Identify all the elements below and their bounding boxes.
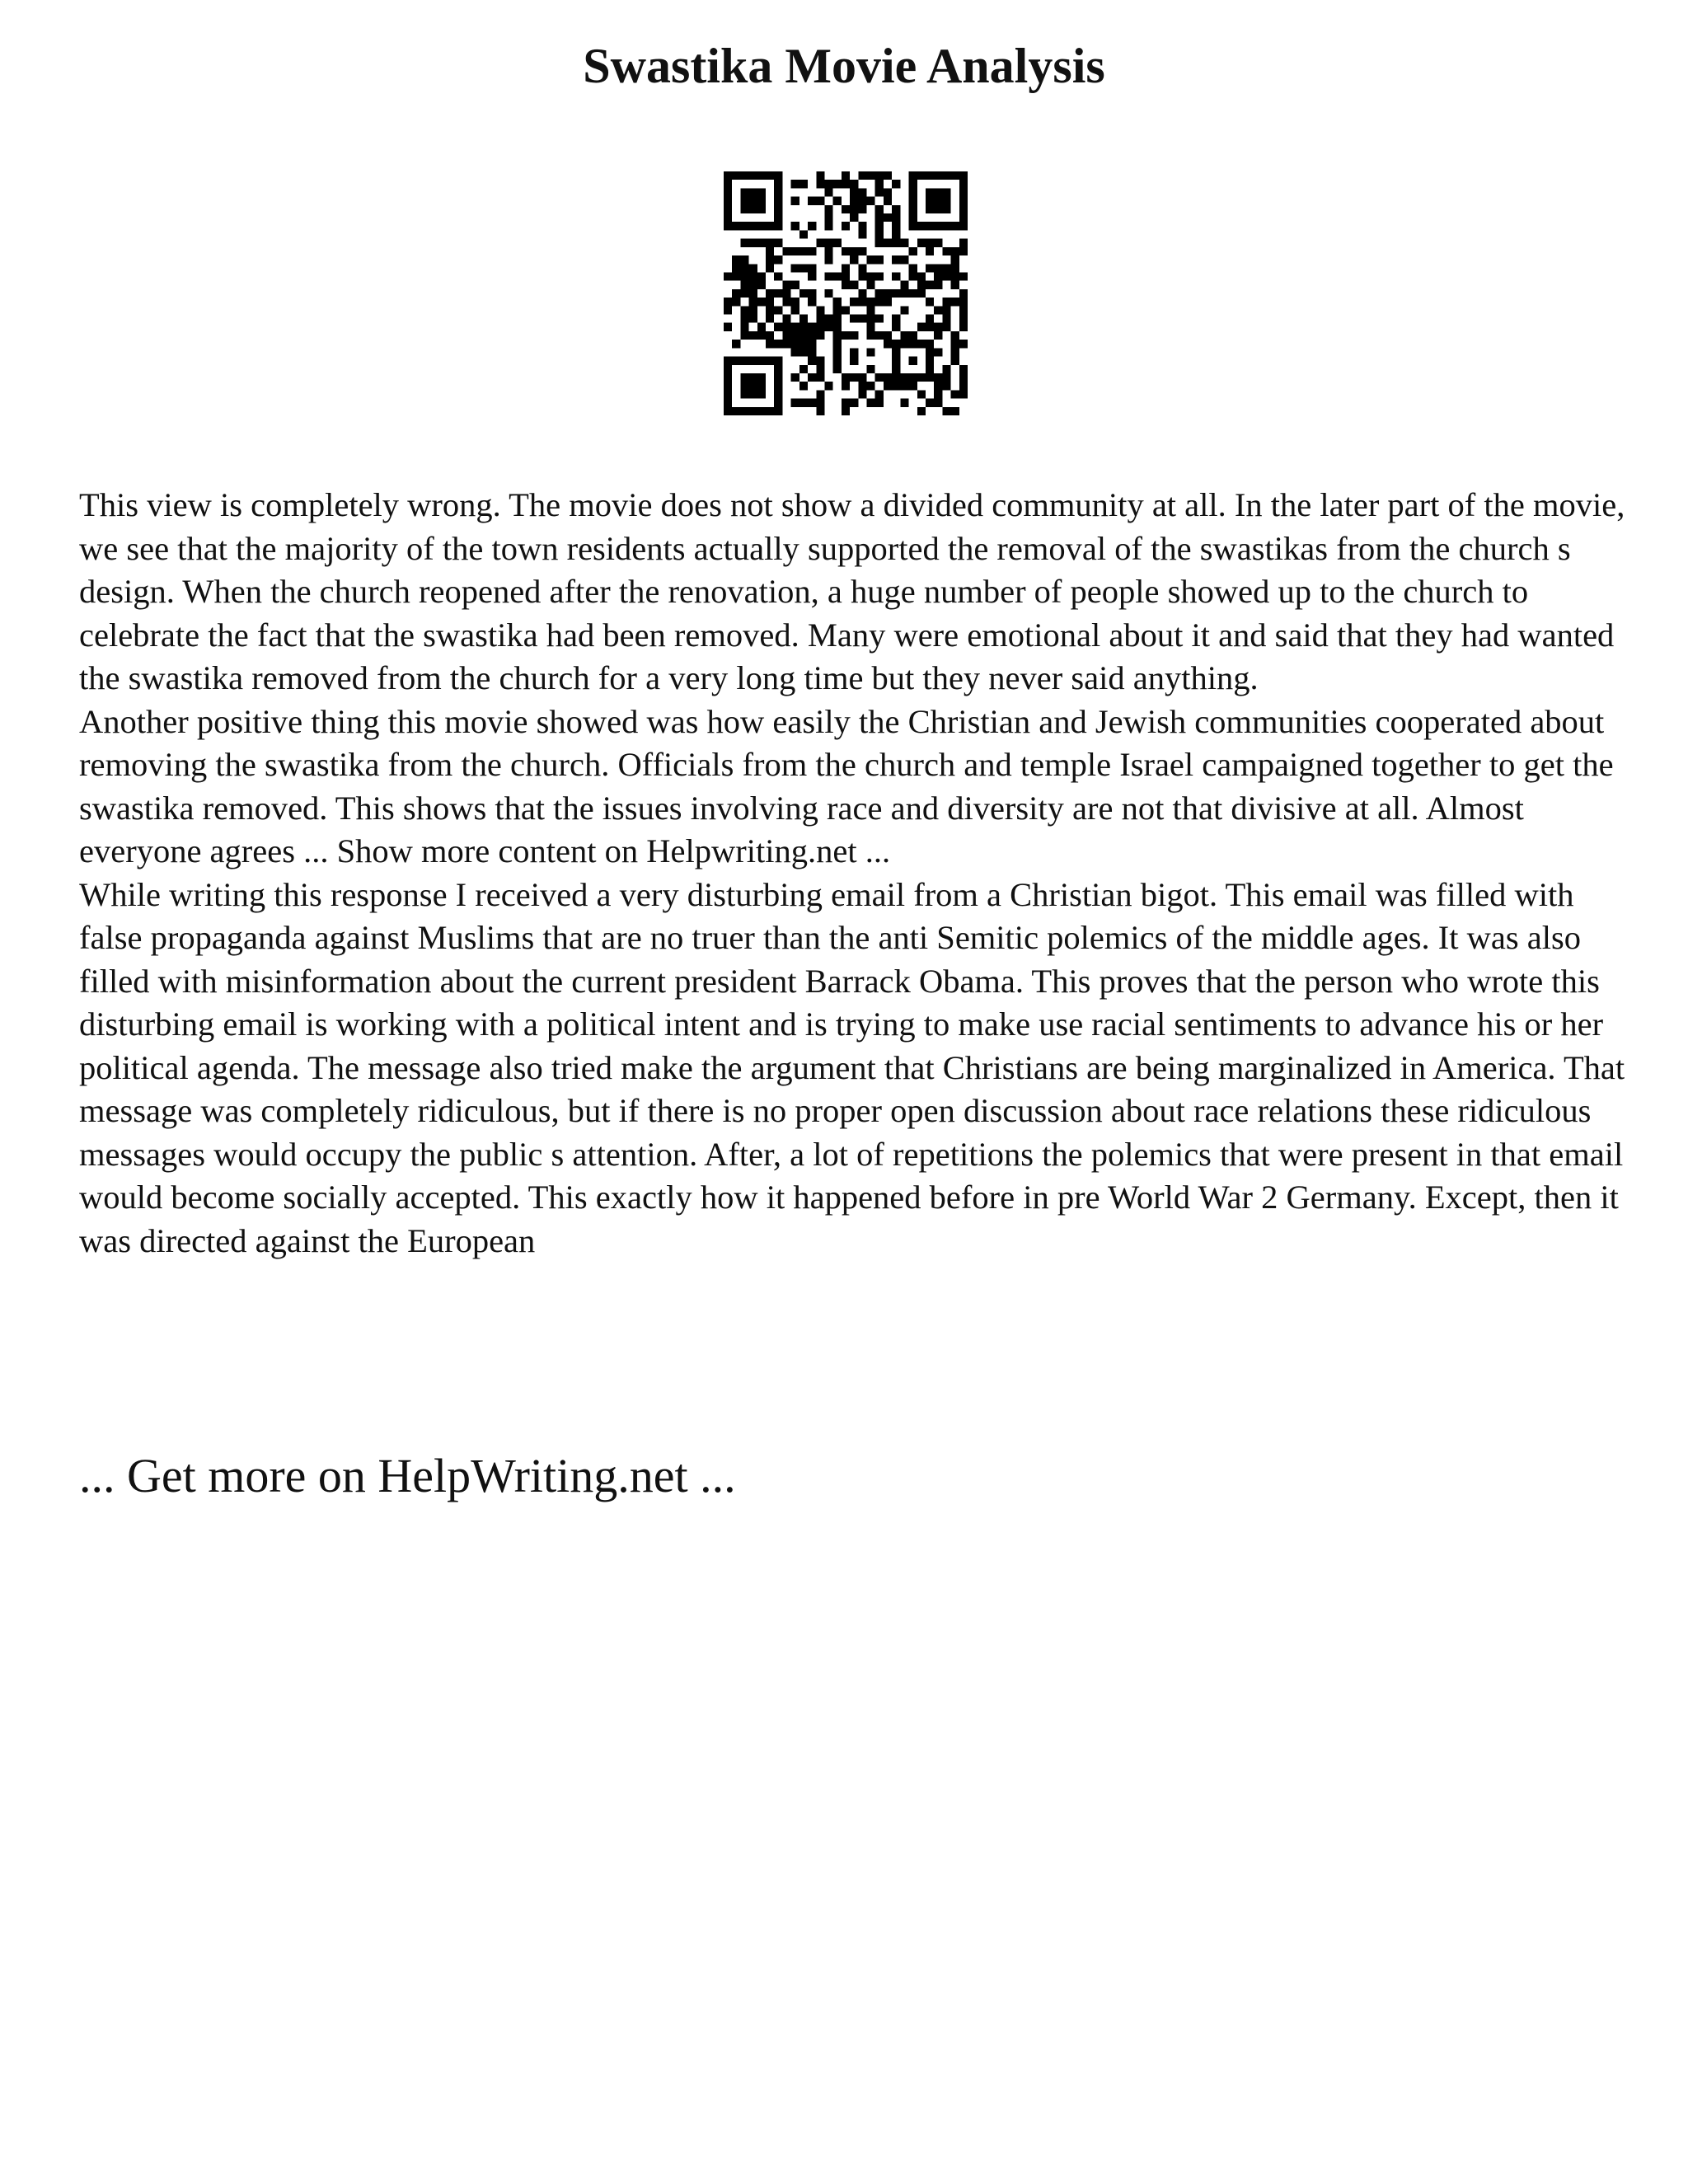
qr-code-icon xyxy=(724,171,968,415)
article-body xyxy=(79,484,1637,1263)
paragraph-1: This view is completely wrong. The movie does not show a divided community at all. In the later part of the movie, we see that the majority of the town residents actually supported the removal of the swastikas from the church s design. When the church reopened after the renovation, a huge number of people showed up to the church to celebrate the fact that the swastika had been removed. Many were emotional about it and said that they had wanted the swastika removed from the church for a very long time but they never said anything. xyxy=(79,486,1625,696)
paragraph-3: While writing this response I received a very disturbing email from a Christian bigot. This email was filled with false propaganda against Muslims that are no truer than the anti Semitic polemics of the middle ages. It was also filled with misinformation about the current president Barrack Obama. This proves that the person who wrote this disturbing email is working with a political intent and is trying to make use racial sentiments to advance his or her political agenda. The message also tried make the argument that Christians are being marginalized in America. That message was completely ridiculous, but if there is no proper open discussion about race relations these ridiculous messages would occupy the public s attention. After, a lot of repetitions the polemics that were present in that email would become socially accepted. This exactly how it happened before in pre World War 2 Germany. Except, then it was directed against the European xyxy=(79,875,1625,1259)
page-title: Swastika Movie Analysis xyxy=(583,39,1105,93)
get-more-link[interactable]: ... Get more on HelpWriting.net ... xyxy=(79,1449,736,1502)
paragraph-2: Another positive thing this movie showed was how easily the Christian and Jewish communities cooperated about removing the swastika from the church. Officials from the church and temple Israel campaigned together to get the swastika removed. This shows that the issues involving race and diversity are not that divisive at all. Almost everyone agrees ... Show more content on Helpwriting.net ... xyxy=(79,702,1614,869)
qr-code-graphic xyxy=(724,171,968,415)
